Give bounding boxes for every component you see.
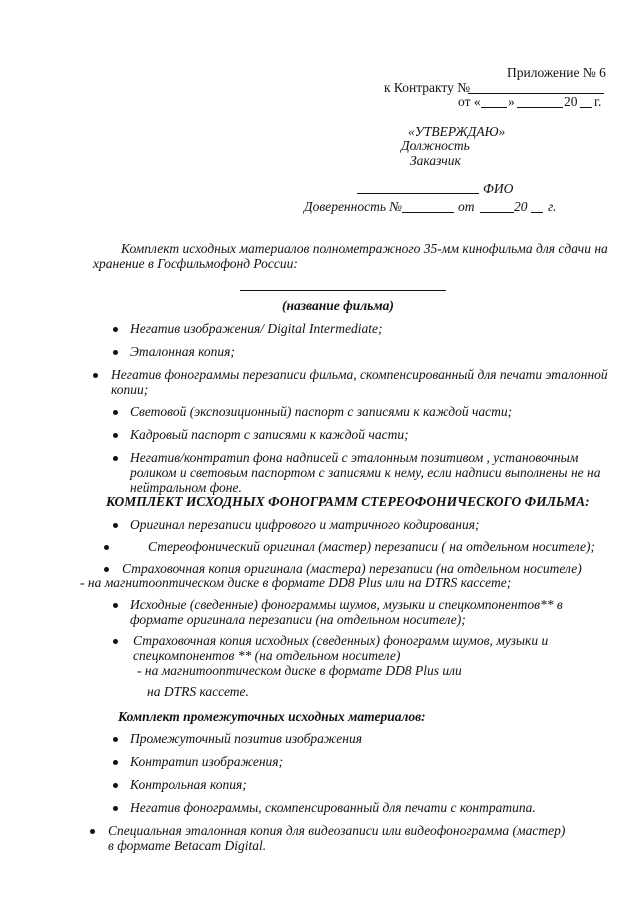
- date-quote-close: »: [508, 94, 515, 109]
- proxy-label: Доверенность №: [304, 199, 403, 214]
- list-item: Контратип изображения;: [130, 754, 284, 769]
- film-name-caption: (название фильма): [282, 298, 394, 313]
- list-item: Световой (экспозиционный) паспорт с записями к каждой части;: [130, 404, 513, 419]
- list-item: Кадровый паспорт с записями к каждой части;: [130, 427, 409, 442]
- section-title: Комплект промежуточных исходных материалов:: [118, 709, 426, 724]
- list-item: Страховочная копия оригинала (мастера) перезаписи (на отдельном носителе): [122, 561, 582, 576]
- bullet-icon: [104, 567, 109, 572]
- date-year-suffix: г.: [594, 94, 602, 109]
- list-item-continuation: роликом и световым паспортом с записями к нему, если надписи выполнены не на: [130, 465, 601, 480]
- list-item: Промежуточный позитив изображения: [130, 731, 362, 746]
- bullet-icon: [113, 603, 118, 608]
- contract-number-line: [468, 93, 604, 94]
- list-item: Страховочная копия исходных (сведенных) фонограмм шумов, музыки и: [133, 633, 549, 648]
- proxy-number-line: [402, 212, 454, 213]
- bullet-icon: [90, 829, 95, 834]
- proxy-year: 20: [514, 199, 528, 214]
- list-item: Негатив изображения/ Digital Intermediate;: [130, 321, 383, 336]
- bullet-icon: [113, 760, 118, 765]
- list-item-continuation: нейтральном фоне.: [130, 480, 242, 495]
- list-item-continuation: копии;: [111, 382, 149, 397]
- list-item-continuation: на DTRS кассете.: [147, 684, 249, 699]
- bullet-icon: [113, 456, 118, 461]
- date-day-line: [481, 107, 507, 108]
- proxy-year-line: [531, 212, 543, 213]
- list-item: Контрольная копия;: [130, 777, 247, 792]
- bullet-icon: [113, 327, 118, 332]
- list-item: Стереофонический оригинал (мастер) перезаписи ( на отдельном носителе);: [148, 539, 596, 554]
- list-item: Негатив фонограммы перезаписи фильма, скомпенсированный для печати эталонной: [111, 367, 608, 382]
- date-month-line: [517, 107, 563, 108]
- list-item-continuation: формате оригинала перезаписи (на отдельном носителе);: [130, 612, 466, 627]
- list-item: Оригинал перезаписи цифрового и матричного кодирования;: [130, 517, 480, 532]
- bullet-icon: [113, 639, 118, 644]
- list-item-continuation: спецкомпонентов ** (на отдельном носителе): [133, 648, 401, 663]
- list-item-continuation: в формате Betacam Digital.: [108, 838, 267, 853]
- list-item: Исходные (сведенные) фонограммы шумов, музыки и спецкомпонентов** в: [130, 597, 563, 612]
- proxy-year-suffix: г.: [548, 199, 557, 214]
- film-name-line: [240, 290, 446, 291]
- fio-label: ФИО: [483, 181, 514, 196]
- proxy-from-label: от: [458, 199, 475, 214]
- date-from-label: от «: [458, 94, 481, 109]
- date-year: 20: [564, 94, 578, 109]
- bullet-icon: [113, 783, 118, 788]
- signature-line: [357, 193, 479, 194]
- bullet-icon: [113, 806, 118, 811]
- list-item: Эталонная копия;: [130, 344, 235, 359]
- date-year-line: [580, 107, 592, 108]
- contract-label: к Контракту №: [384, 80, 471, 95]
- proxy-date-line: [480, 212, 514, 213]
- bullet-icon: [113, 350, 118, 355]
- list-item-continuation: - на магнитооптическом диске в формате DD8 Plus или на DTRS кассете;: [80, 575, 512, 590]
- list-item: Специальная эталонная копия для видеозаписи или видеофонограмма (мастер): [108, 823, 566, 838]
- bullet-icon: [104, 545, 109, 550]
- bullet-icon: [113, 433, 118, 438]
- list-item: Негатив/контратип фона надписей с эталонным позитивом , установочным: [130, 450, 579, 465]
- approve-title: «УТВЕРЖДАЮ»: [408, 124, 506, 139]
- intro-line-2: хранение в Госфильмофонд России:: [93, 256, 298, 271]
- approver-customer: Заказчик: [410, 153, 461, 168]
- list-item: Негатив фонограммы, скомпенсированный для печати с контратипа.: [130, 800, 536, 815]
- intro-line-1: Комплект исходных материалов полнометражного 35-мм кинофильма для сдачи на: [121, 241, 608, 256]
- bullet-icon: [113, 523, 118, 528]
- bullet-icon: [113, 410, 118, 415]
- list-item-continuation: - на магнитооптическом диске в формате DD8 Plus или: [137, 663, 462, 678]
- approver-position: Должность: [401, 138, 470, 153]
- appendix-number: Приложение № 6: [507, 65, 606, 80]
- bullet-icon: [113, 737, 118, 742]
- section-title: КОМПЛЕКТ ИСХОДНЫХ ФОНОГРАММ СТЕРЕОФОНИЧЕСКОГО ФИЛЬМА:: [106, 494, 590, 509]
- bullet-icon: [93, 373, 98, 378]
